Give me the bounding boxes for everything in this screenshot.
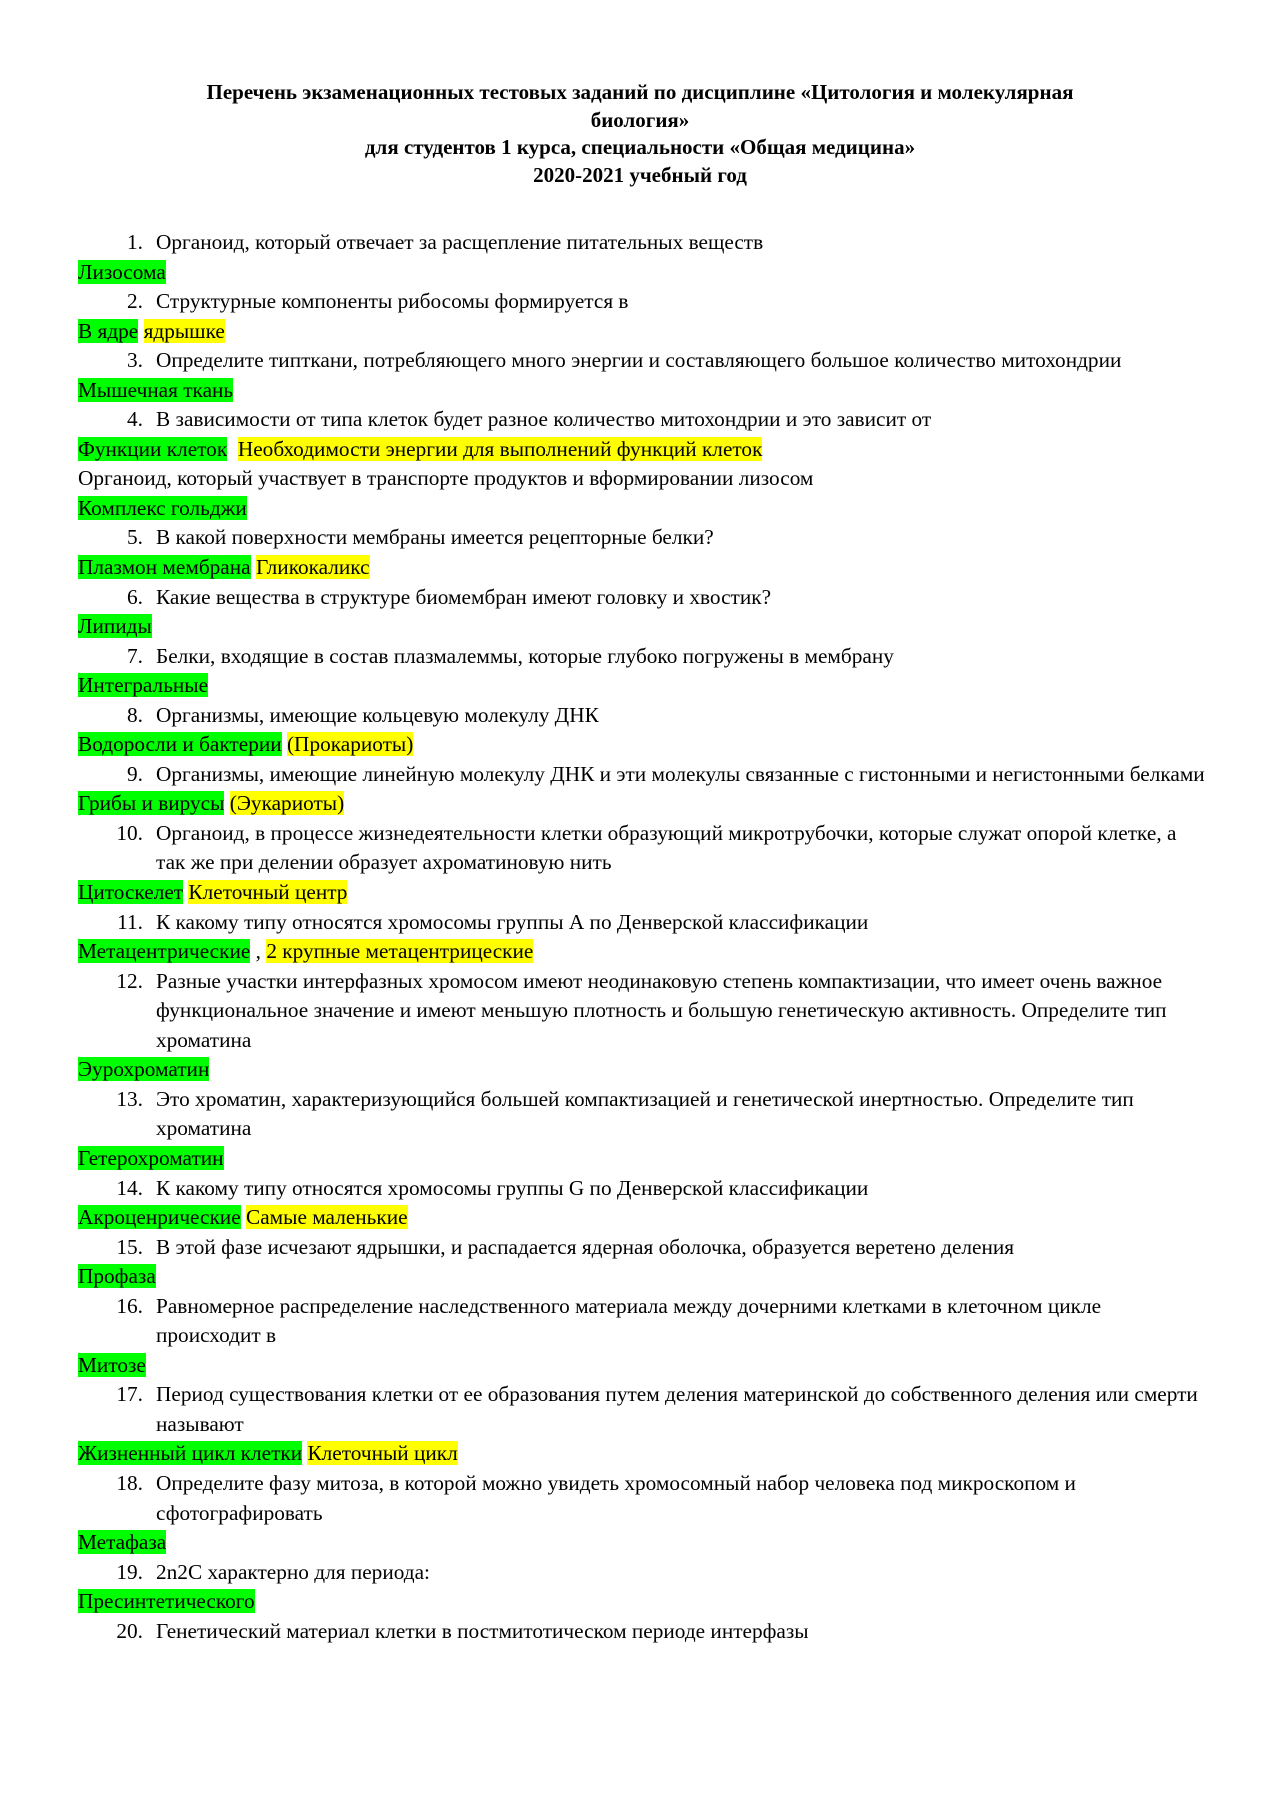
question-number: 6. xyxy=(127,584,143,609)
answer-separator xyxy=(138,319,143,343)
question-text: В этой фазе исчезают ядрышки, и распадается ядерная оболочка, образуется веретено деления xyxy=(156,1234,1015,1259)
answer-separator xyxy=(227,437,238,461)
title-line-2: биология» xyxy=(590,107,690,132)
question xyxy=(78,1292,1208,1351)
answer-green-highlight: Интегральные xyxy=(78,673,209,698)
answer-line xyxy=(78,1587,1208,1617)
question-number: 14. xyxy=(116,1175,143,1200)
answer-line xyxy=(78,1203,1208,1233)
answer-yellow-highlight: Необходимости энергии для выполнений функций клеток xyxy=(237,436,763,461)
question xyxy=(78,967,1208,1056)
question xyxy=(78,346,1208,376)
answer-line xyxy=(78,494,1208,524)
question xyxy=(78,1085,1208,1144)
answer-yellow-highlight: Клеточный цикл xyxy=(307,1441,458,1466)
question-number: 5. xyxy=(127,525,143,550)
question xyxy=(78,1558,1208,1588)
question-text: Белки, входящие в состав плазмалеммы, которые глубоко погружены в мембрану xyxy=(156,643,894,668)
document-title xyxy=(78,79,1202,189)
question-number: 19. xyxy=(116,1559,143,1584)
question-text: Какие вещества в структуре биомембран имеют головку и хвостик? xyxy=(156,584,772,609)
question-text: Разные участки интерфазных хромосом имеют неодинаковую степень компактизации, что имеет очень важное функциональное значение и имеют меньшую плотность и большую генетическую активность. Определите тип хроматина xyxy=(156,968,1167,1052)
answer-green-highlight: Жизненный цикл клетки xyxy=(78,1441,303,1466)
answer-green-highlight: Мышечная ткань xyxy=(78,377,234,402)
answer-green-highlight: Профаза xyxy=(78,1264,156,1289)
answer-green-highlight: Метафаза xyxy=(78,1530,167,1555)
question-number: 18. xyxy=(116,1470,143,1495)
question-text: Это хроматин, характеризующийся большей компактизацией и генетической инертностью. Определите тип хроматина xyxy=(156,1086,1134,1141)
answer-line xyxy=(78,1144,1208,1174)
answer-green-highlight: Пресинтетического xyxy=(78,1589,255,1614)
question-text: Период существования клетки от ее образования путем деления материнской до собственного деления или смерти называют xyxy=(156,1382,1198,1436)
answer-line xyxy=(78,435,1208,465)
question xyxy=(78,405,1208,435)
question xyxy=(78,701,1208,731)
answer-separator xyxy=(224,791,229,815)
question xyxy=(78,1617,1208,1647)
answer-green-highlight: Акроценрические xyxy=(78,1205,241,1230)
question-text: В какой поверхности мембраны имеется рецепторные белки? xyxy=(156,525,714,550)
answer-yellow-highlight: (Эукариоты) xyxy=(229,791,345,816)
unnumbered-question: Органоид, который участвует в транспорте продуктов и вформировании лизосом xyxy=(78,466,814,491)
answer-green-highlight: Комплекс гольджи xyxy=(78,495,247,520)
title-line-4: 2020-2021 учебный год xyxy=(533,162,747,187)
question-number: 3. xyxy=(127,348,143,373)
question-number: 10. xyxy=(116,820,143,845)
answer-line xyxy=(78,1055,1208,1085)
answer-green-highlight: Липиды xyxy=(78,614,152,639)
question xyxy=(78,908,1208,938)
answer-line xyxy=(78,258,1208,288)
answer-line xyxy=(78,1351,1208,1381)
answer-line xyxy=(78,553,1208,583)
question-number: 15. xyxy=(116,1234,143,1259)
question-number: 7. xyxy=(127,643,143,668)
question-number: 12. xyxy=(116,968,143,993)
answer-line xyxy=(78,612,1208,642)
question-text: В зависимости от типа клеток будет разное количество митохондрии и это зависит от xyxy=(156,407,932,432)
answer-line xyxy=(78,376,1208,406)
question-text: Равномерное распределение наследственного материала между дочерними клетками в клеточном цикле происходит в xyxy=(156,1293,1102,1348)
answer-line xyxy=(78,937,1208,967)
question-text: Структурные компоненты рибосомы формируется в xyxy=(156,289,629,314)
question xyxy=(78,1469,1208,1528)
question-text: Органоид, в процессе жизнедеятельности клетки образующий микротрубочки, которые служат опорой клетке, а так же при делении образует ахроматиновую нить xyxy=(156,820,1177,875)
answer-green-highlight: Грибы и вирусы xyxy=(78,791,225,816)
answer-yellow-highlight: Гликокаликс xyxy=(255,555,370,580)
answer-yellow-highlight: (Прокариоты) xyxy=(286,732,414,757)
answer-line xyxy=(78,878,1208,908)
answer-line xyxy=(78,1439,1208,1469)
question xyxy=(78,1174,1208,1204)
question xyxy=(78,228,1208,258)
question xyxy=(78,523,1208,553)
question-text: 2n2C характерно для периода: xyxy=(156,1559,430,1584)
question-number: 4. xyxy=(127,407,143,432)
question-text: К какому типу относятся хромосомы группы А по Денверской классификации xyxy=(156,909,869,934)
answer-green-highlight: Митозе xyxy=(78,1352,146,1377)
question-text: Организмы, имеющие линейную молекулу ДНК и эти молекулы связанные с гистонными и негистонными белками xyxy=(156,761,1205,786)
answer-green-highlight: Цитоскелет xyxy=(78,880,184,905)
title-line-3: для студентов 1 курса, специальности «Общая медицина» xyxy=(364,135,916,159)
answer-green-highlight: Метацентрические xyxy=(78,939,251,964)
answer-green-highlight: Лизосома xyxy=(78,259,166,284)
question xyxy=(78,583,1208,613)
question xyxy=(78,287,1208,317)
question-number: 16. xyxy=(116,1293,143,1318)
answer-yellow-highlight: 2 крупные метацентрицеские xyxy=(266,939,534,964)
question-number: 9. xyxy=(127,761,143,786)
answer-line xyxy=(78,789,1208,819)
question-text: Организмы, имеющие кольцевую молекулу ДНК xyxy=(156,702,599,727)
question-number: 17. xyxy=(116,1382,143,1407)
answer-green-highlight: Эурохроматин xyxy=(78,1057,210,1082)
answer-line xyxy=(78,671,1208,701)
question-text: Определите типткани, потребляющего много энергии и составляющего большое количество митохондрии xyxy=(156,348,1122,373)
question-number: 11. xyxy=(117,909,143,934)
question-list xyxy=(78,228,1208,1646)
answer-line xyxy=(78,1528,1208,1558)
question-number: 1. xyxy=(127,230,143,254)
question-text: Органоид, который отвечает за расщепление питательных веществ xyxy=(156,230,764,254)
answer-green-highlight: Гетерохроматин xyxy=(78,1145,224,1170)
answer-green-highlight: Водоросли и бактерии xyxy=(78,732,282,757)
answer-line xyxy=(78,317,1208,347)
question xyxy=(78,819,1208,878)
question-number: 20. xyxy=(116,1618,143,1643)
question-text: Генетический материал клетки в постмитотическом периоде интерфазы xyxy=(156,1618,809,1643)
question xyxy=(78,1380,1208,1439)
question-text: К какому типу относятся хромосомы группы G по Денверской классификации xyxy=(156,1175,869,1200)
question-text: Определите фазу митоза, в которой можно увидеть хромосомный набор человека под микроскопом и сфотографировать xyxy=(156,1470,1076,1525)
answer-separator: , xyxy=(250,939,267,964)
question-number: 13. xyxy=(116,1086,143,1111)
answer-yellow-highlight: ядрышке xyxy=(143,318,225,343)
answer-line xyxy=(78,1262,1208,1292)
answer-green-highlight: Плазмон мембрана xyxy=(78,555,251,580)
question xyxy=(78,1233,1208,1263)
question-number: 8. xyxy=(127,702,143,727)
answer-yellow-highlight: Самые маленькие xyxy=(246,1205,408,1230)
question-number: 2. xyxy=(127,289,143,314)
title-line-1: Перечень экзаменационных тестовых заданий по дисциплине «Цитология и молекулярная xyxy=(206,80,1074,104)
answer-yellow-highlight: Клеточный центр xyxy=(188,880,348,905)
question xyxy=(78,642,1208,672)
answer-green-highlight: В ядре xyxy=(78,318,139,343)
answer-green-highlight: Функции клеток xyxy=(78,436,228,461)
answer-line xyxy=(78,730,1208,760)
question xyxy=(78,760,1208,790)
